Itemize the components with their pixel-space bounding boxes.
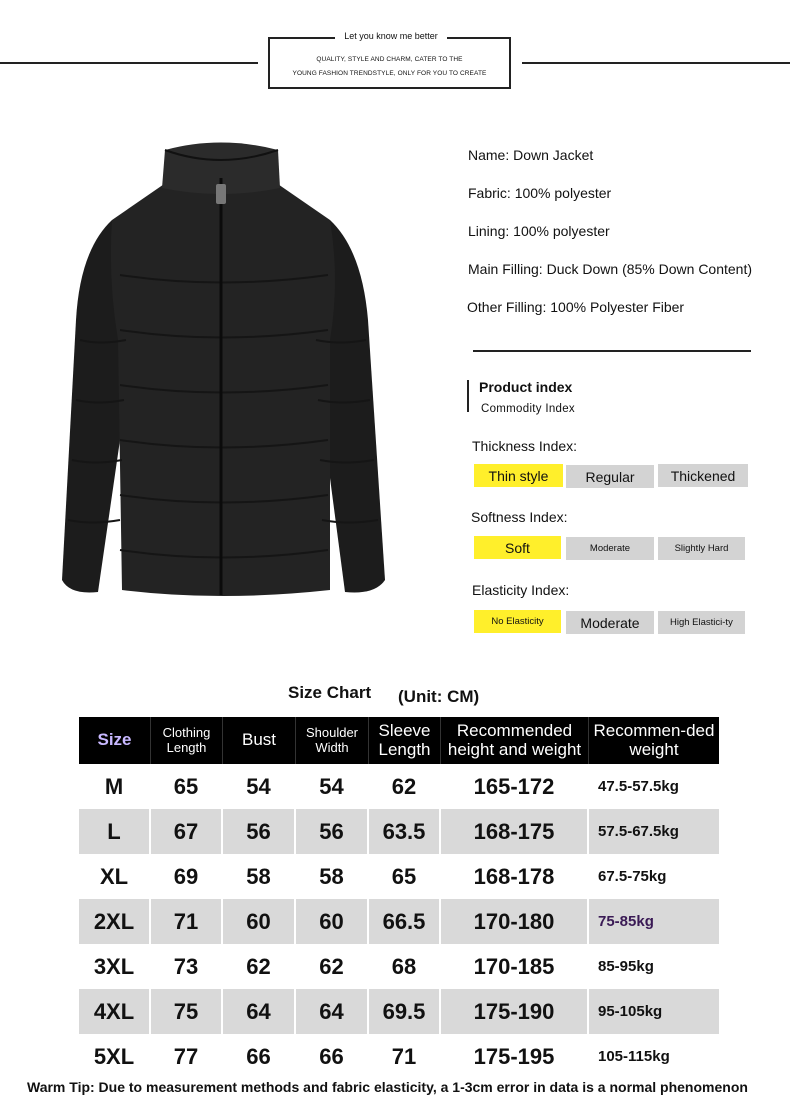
table-header-row — [79, 717, 719, 764]
thickness-label: Thickness Index: — [472, 438, 578, 454]
header-rule-left — [0, 62, 258, 64]
table-cell: XL — [79, 854, 151, 899]
table-cell: 175-195 — [441, 1034, 589, 1079]
table-cell: 175-190 — [441, 989, 589, 1034]
table-cell: 69 — [151, 854, 223, 899]
table-cell: 58 — [296, 854, 369, 899]
table-cell: 168-178 — [441, 854, 589, 899]
table-cell: 77 — [151, 1034, 223, 1079]
table-cell: 66.5 — [369, 899, 441, 944]
size-table — [79, 717, 719, 1079]
softness-soft: Soft — [474, 536, 561, 559]
softness-moderate: Moderate — [566, 537, 654, 560]
table-cell: 75-85kg — [598, 913, 654, 930]
table-cell: 62 — [223, 944, 296, 989]
table-cell: 65 — [369, 854, 441, 899]
spec-main-filling: Main Filling: Duck Down (85% Down Content) — [468, 261, 753, 277]
table-row — [79, 854, 719, 899]
header-shoulder-width: Shoulder Width — [296, 717, 369, 764]
elasticity-moderate: Moderate — [566, 611, 654, 634]
table-row — [79, 944, 719, 989]
header-size: Size — [79, 717, 151, 764]
section-divider — [473, 350, 751, 352]
elasticity-high: High Elastici-ty — [658, 611, 745, 634]
header-tagline: Let you know me better — [335, 29, 447, 43]
table-cell: 165-172 — [441, 764, 589, 809]
table-row — [79, 764, 719, 809]
table-row — [79, 809, 719, 854]
table-cell: 170-180 — [441, 899, 589, 944]
size-chart-title: Size Chart — [288, 683, 372, 702]
thickness-thickened: Thickened — [658, 464, 748, 487]
table-cell: 56 — [296, 809, 369, 854]
table-cell: 62 — [369, 764, 441, 809]
table-cell: M — [79, 764, 151, 809]
table-cell: 60 — [296, 899, 369, 944]
spec-fabric: Fabric: 100% polyester — [468, 185, 612, 201]
header-bust: Bust — [223, 717, 296, 764]
product-index-subtitle: Commodity Index — [481, 403, 575, 415]
table-cell: 57.5-67.5kg — [598, 823, 679, 840]
spec-other-filling: Other Filling: 100% Polyester Fiber — [467, 299, 685, 315]
table-cell: 54 — [296, 764, 369, 809]
table-cell: 67.5-75kg — [598, 868, 667, 885]
softness-slightly-hard: Slightly Hard — [658, 537, 745, 560]
spec-name: Name: Down Jacket — [468, 147, 594, 163]
elasticity-label: Elasticity Index: — [472, 582, 570, 598]
table-cell: 67 — [151, 809, 223, 854]
table-cell: L — [79, 809, 151, 854]
table-cell: 60 — [223, 899, 296, 944]
table-cell: 47.5-57.5kg — [598, 778, 679, 795]
table-cell: 73 — [151, 944, 223, 989]
table-cell: 5XL — [79, 1034, 151, 1079]
warm-tip: Warm Tip: Due to measurement methods and fabric elasticity, a 1-3cm error in data is a normal phenomenon — [27, 1079, 748, 1095]
zipper-pull-icon — [216, 184, 226, 204]
spec-lining: Lining: 100% polyester — [468, 223, 610, 239]
header-rule-right — [522, 62, 790, 64]
table-cell: 64 — [296, 989, 369, 1034]
table-cell: 71 — [369, 1034, 441, 1079]
header-recommended-height-weight: Recommended height and weight — [441, 717, 589, 764]
table-row — [79, 989, 719, 1034]
product-index-bar — [467, 380, 469, 412]
table-cell: 2XL — [79, 899, 151, 944]
table-cell: 64 — [223, 989, 296, 1034]
table-row — [79, 1034, 719, 1079]
table-cell: 65 — [151, 764, 223, 809]
header-line-2: YOUNG FASHION TRENDSTYLE, ONLY FOR YOU TO CREATE — [292, 70, 487, 77]
table-cell: 68 — [369, 944, 441, 989]
table-cell: 54 — [223, 764, 296, 809]
jacket-image — [40, 140, 400, 610]
table-cell: 71 — [151, 899, 223, 944]
table-row — [79, 899, 719, 944]
table-cell: 66 — [296, 1034, 369, 1079]
table-cell: 3XL — [79, 944, 151, 989]
table-cell: 105-115kg — [598, 1048, 670, 1065]
table-cell: 85-95kg — [598, 958, 654, 975]
thickness-regular: Regular — [566, 465, 654, 488]
product-index-title: Product index — [479, 379, 573, 395]
table-cell: 170-185 — [441, 944, 589, 989]
table-cell: 75 — [151, 989, 223, 1034]
header-recommended-weight: Recommen-ded weight — [593, 720, 715, 759]
table-cell: 69.5 — [369, 989, 441, 1034]
header-sleeve-length: Sleeve Length — [369, 717, 441, 764]
table-cell: 63.5 — [369, 809, 441, 854]
table-cell: 62 — [296, 944, 369, 989]
table-body — [79, 764, 719, 1079]
thickness-thin: Thin style — [474, 464, 563, 487]
table-cell: 66 — [223, 1034, 296, 1079]
size-chart-unit: (Unit: CM) — [398, 687, 480, 706]
table-cell: 58 — [223, 854, 296, 899]
table-cell: 56 — [223, 809, 296, 854]
header-line-1: QUALITY, STYLE AND CHARM, CATER TO THE — [316, 56, 463, 63]
table-cell: 4XL — [79, 989, 151, 1034]
elasticity-none: No Elasticity — [474, 610, 561, 633]
header-banner — [268, 37, 511, 89]
softness-label: Softness Index: — [471, 509, 568, 525]
table-cell: 168-175 — [441, 809, 589, 854]
table-cell: 95-105kg — [598, 1003, 663, 1020]
header-clothing-length: Clothing Length — [151, 717, 223, 764]
